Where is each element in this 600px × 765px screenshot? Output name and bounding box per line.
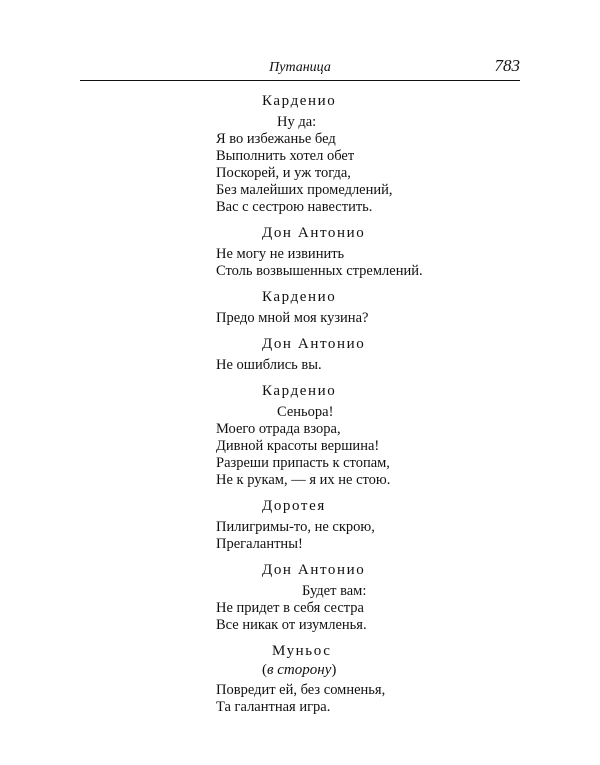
speaker-name: Дон Антонио	[262, 225, 366, 241]
speaker-name: Карденио	[262, 289, 337, 305]
verse-line: Я во избежанье бед	[216, 131, 336, 147]
verse-line: Все никак от изумленья.	[216, 617, 367, 633]
verse-line: Без малейших промедлений,	[216, 182, 393, 198]
verse-line: Не к рукам, — я их не стою.	[216, 472, 391, 488]
speaker-name: Дон Антонио	[262, 562, 366, 578]
verse-line: Поскорей, и уж тогда,	[216, 165, 351, 181]
speech-block	[216, 288, 486, 327]
verse-line: Не могу не извинить	[216, 246, 345, 262]
speaker-name: Дон Антонио	[262, 336, 366, 352]
speaker-name: Карденио	[262, 93, 337, 109]
speaker-name: Карденио	[262, 383, 337, 399]
verse-line: Дивной красоты вершина!	[216, 438, 380, 454]
speech-block	[216, 224, 486, 280]
verse-line: Будет вам:	[302, 583, 367, 599]
page-header	[80, 56, 520, 80]
verse-line: Вас с сестрою навестить.	[216, 199, 373, 215]
speech-block	[216, 497, 486, 553]
verse-line: Сеньора!	[277, 404, 334, 420]
verse-line: Повредит ей, без сомненья,	[216, 682, 386, 698]
verse-line: Прегалантны!	[216, 536, 303, 552]
stage-paren-open: (	[262, 662, 267, 678]
speech-block	[216, 642, 486, 716]
speech-block	[216, 92, 486, 216]
verse-line: Ну да:	[277, 114, 317, 130]
verse-line: Предо мной моя кузина?	[216, 310, 369, 326]
verse-line: Не ошиблись вы.	[216, 357, 322, 373]
verse-line: Разреши припасть к стопам,	[216, 455, 390, 471]
verse-line: Моего отрада взора,	[216, 421, 341, 437]
verse-line: Та галантная игра.	[216, 699, 331, 715]
verse-line: Пилигримы-то, не скрою,	[216, 519, 375, 535]
stage-paren-close: )	[331, 662, 337, 678]
running-title: Путаница	[269, 60, 331, 75]
page-number: 783	[494, 56, 520, 75]
play-text	[216, 92, 486, 724]
header-rule	[80, 80, 520, 81]
stage-direction	[262, 662, 486, 679]
speech-block	[216, 382, 486, 489]
verse-line: Не придет в себя сестра	[216, 600, 364, 616]
stage-direction-text: в сторону	[267, 662, 332, 678]
verse-line: Столь возвышенных стремлений.	[216, 263, 423, 279]
speech-block	[216, 335, 486, 374]
verse-line: Выполнить хотел обет	[216, 148, 355, 164]
speech-block	[216, 561, 486, 634]
speaker-name: Доротея	[262, 498, 326, 514]
speaker-name: Муньос	[272, 643, 332, 659]
